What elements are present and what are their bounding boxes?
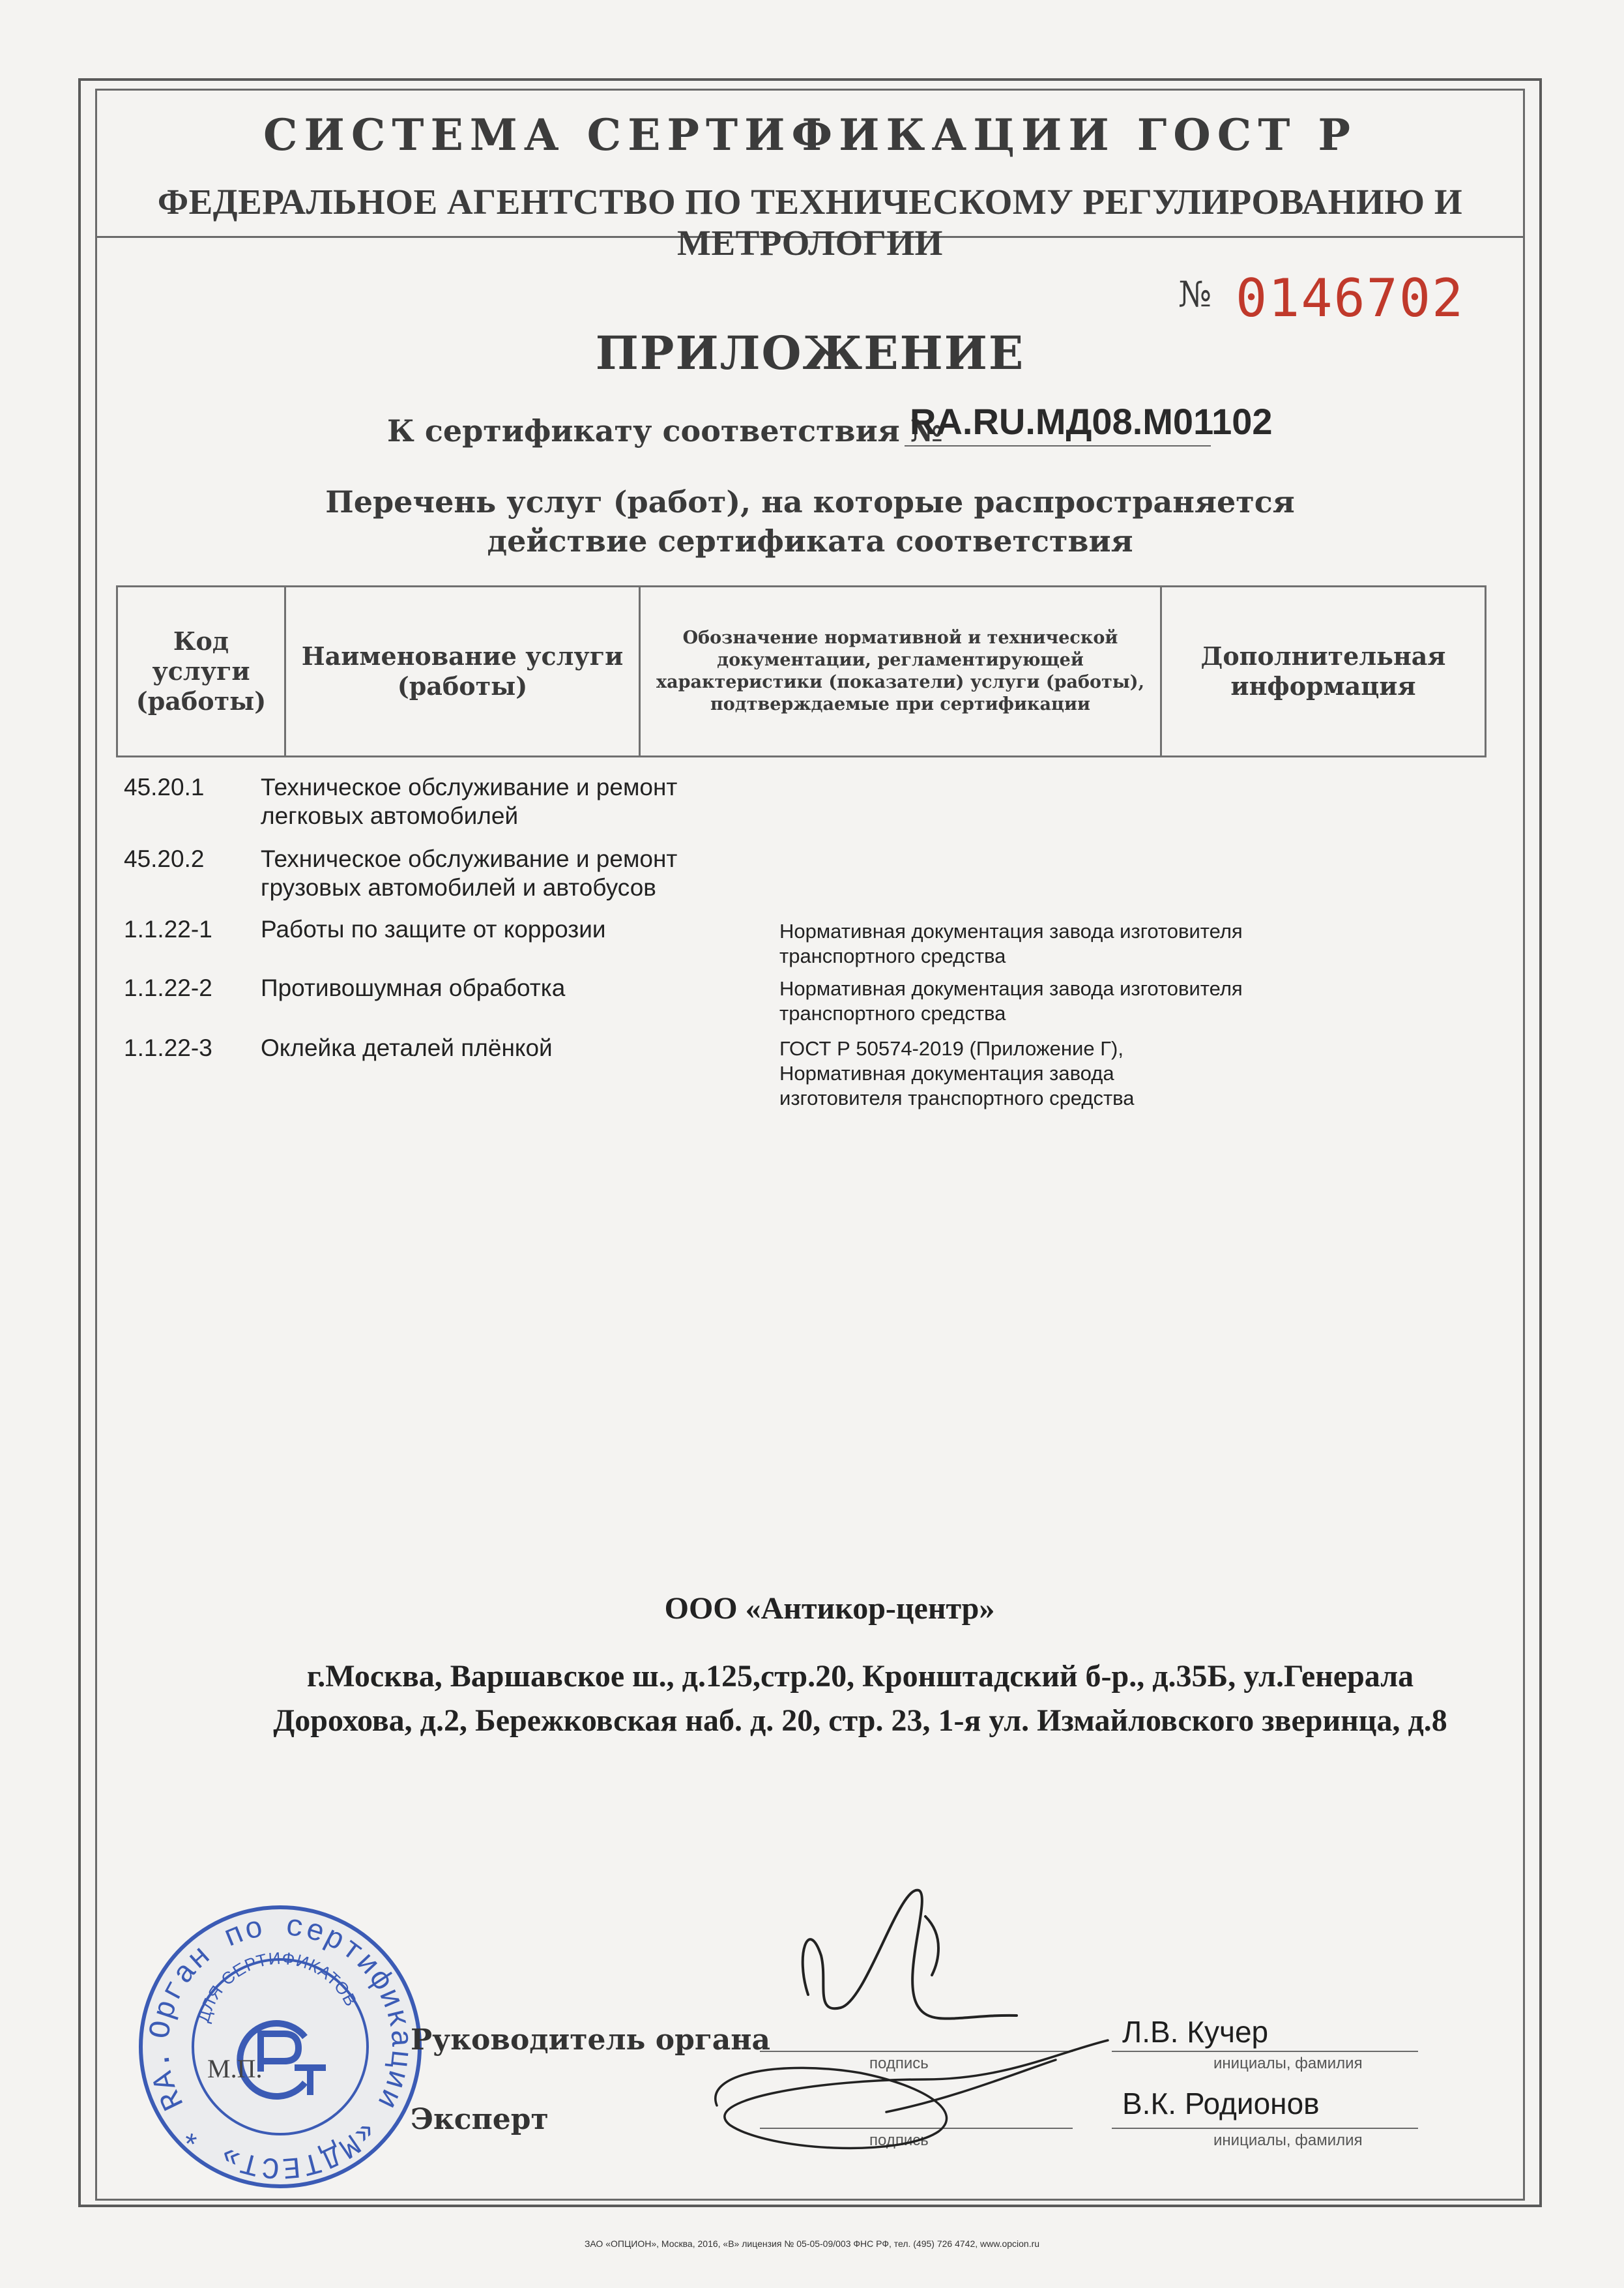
row-code: 45.20.2	[124, 845, 205, 872]
certificate-underline	[905, 445, 1211, 447]
document-title: ПРИЛОЖЕНИЕ	[595, 326, 1025, 380]
header-norm-doc: Обозначение нормативной и технической документации, регламентирующей характеристики (показатели) услуги (работы), подтверждаемые при сертификации	[640, 587, 1161, 757]
stamp-place-label: М.П.	[207, 2054, 263, 2083]
expert-handwritten-signature	[691, 2034, 1121, 2164]
row-code: 1.1.22-3	[124, 1034, 212, 1061]
head-label: Руководитель органа	[411, 2023, 771, 2057]
system-title: СИСТЕМА СЕРТИФИКАЦИИ ГОСТ Р	[263, 110, 1357, 160]
expert-signature-caption: подпись	[869, 2132, 929, 2149]
row-doc: Нормативная документация завода изготовителя транспортного средства	[779, 920, 1243, 967]
row-name: Противошумная обработка	[261, 975, 566, 1001]
agency-title: ФЕДЕРАЛЬНОЕ АГЕНТСТВО ПО ТЕХНИЧЕСКОМУ РЕГУЛИРОВАНИЮ И МЕТРОЛОГИИ	[157, 182, 1463, 263]
row-name: Работы по защите от коррозии	[261, 916, 606, 943]
expert-label: Эксперт	[411, 2103, 549, 2136]
serial-prefix: №	[1178, 274, 1212, 315]
row-name: Оклейка деталей плёнкой	[261, 1034, 553, 1061]
stamp-outer-text: Орган по сертификации «МДТЕСТ» * RA.RU.12МД08 *	[121, 1872, 418, 2184]
head-name-line	[1112, 2051, 1418, 2052]
row-code: 1.1.22-2	[124, 975, 212, 1001]
head-name-caption: инициалы, фамилия	[1213, 2055, 1363, 2072]
header-code: Код услуги (работы)	[117, 587, 285, 757]
expert-name-caption: инициалы, фамилия	[1213, 2132, 1363, 2149]
row-doc: Нормативная документация завода изготовителя транспортного средства	[779, 977, 1243, 1025]
row-code: 1.1.22-1	[124, 916, 212, 943]
header-extra: Дополнительная информация	[1161, 587, 1486, 757]
row-code: 45.20.1	[124, 774, 205, 800]
head-name: Л.В. Кучер	[1122, 2015, 1269, 2049]
row-name: Техническое обслуживание и ремонт легковых автомобилей	[261, 774, 678, 829]
serial-number: 0146702	[1236, 268, 1465, 329]
expert-name: В.К. Родионов	[1122, 2087, 1320, 2120]
services-table-header	[116, 585, 1486, 757]
list-title	[95, 482, 1525, 561]
organization-name: ООО «Антикор-центр»	[664, 1591, 995, 1626]
head-signature-caption: подпись	[869, 2055, 929, 2072]
organization-address: г.Москва, Варшавское ш., д.125,стр.20, Кронштадский б-р., д.35Б, ул.Генерала Дорохова, д.2, Бережковская наб. д. 20, стр. 23, 1-я ул. Измайловского зверинца, д.8	[273, 1659, 1447, 1738]
list-title-line2: действие сертификата соответствия	[487, 523, 1133, 559]
expert-name-line	[1112, 2128, 1418, 2129]
row-name: Техническое обслуживание и ремонт грузовых автомобилей и автобусов	[261, 845, 678, 901]
stamp-inner-text: ДЛЯ СЕРТИФИКАТОВ	[193, 1948, 362, 2025]
header-name: Наименование услуги (работы)	[285, 587, 640, 757]
row-doc: ГОСТ Р 50574-2019 (Приложение Г), Нормативная документация завода изготовителя транспортного средства	[779, 1037, 1135, 1109]
certificate-label: К сертификату соответствия №	[387, 413, 943, 448]
certificate-number: RA.RU.МД08.М01102	[910, 401, 1273, 442]
list-title-line1: Перечень услуг (работ), на которые распространяется	[325, 484, 1295, 520]
printer-footer: ЗАО «ОПЦИОН», Москва, 2016, «В» лицензия № 05-05-09/003 ФНС РФ, тел. (495) 726 4742, www.opcion.ru	[584, 2238, 1040, 2249]
certification-stamp	[121, 1872, 430, 2197]
